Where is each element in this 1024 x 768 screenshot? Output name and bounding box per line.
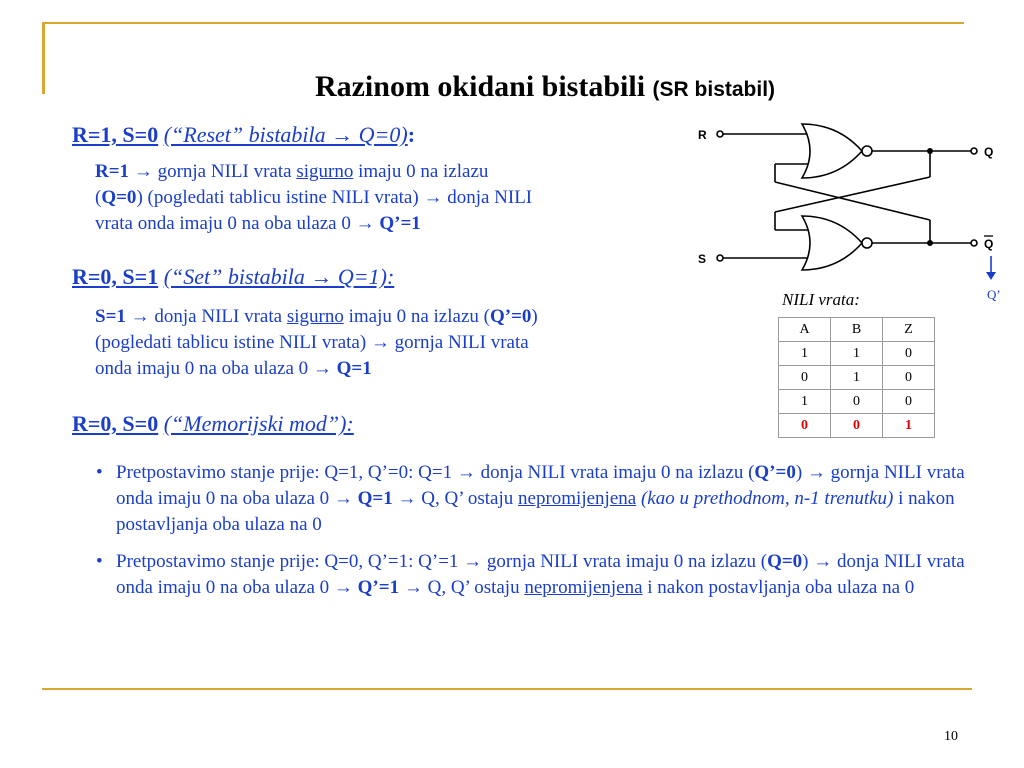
- reset-line1-end: imaju 0 na izlazu: [353, 161, 489, 182]
- lower-nor-gate: [802, 216, 862, 270]
- heading-reset-colon: :: [407, 122, 416, 147]
- set-line1-text: → donja NILI vrata: [125, 306, 287, 327]
- table-row: [779, 366, 935, 390]
- heading-reset-key: R=1, S=0: [72, 122, 159, 147]
- bullet1-underline: nepromijenjena: [518, 488, 637, 509]
- set-line-2: (pogledati tablicu istine NILI vrata) → gornja NILI vrata: [95, 332, 529, 353]
- label-r: R: [698, 128, 707, 142]
- output-qbar-terminal: [971, 240, 977, 246]
- qprime-arrow-head: [986, 272, 996, 280]
- set-qprime0: Q’=0: [489, 306, 532, 327]
- set-q1: Q=1: [336, 358, 372, 379]
- bullet1-italic: (kao u prethodnom, n-1 trenutku): [636, 488, 894, 509]
- bullet2-text-d: i nakon postavljanja oba ulaza na 0: [642, 577, 915, 598]
- bullet-item-1: [96, 460, 966, 538]
- bullet-item-2: [96, 549, 966, 601]
- table-header-cell: B: [831, 318, 883, 342]
- bullet1-text-c: → Q, Q’ ostaju: [392, 488, 519, 509]
- bullet2-text-a: Pretpostavimo stanje prije: Q=0, Q’=1: Q’=1 → gornja NILI vrata imaju 0 na izlazu (: [116, 551, 768, 572]
- bullet1-text-b: ) → gornja NILI vrata onda imaju 0 na oba ulaza 0 →: [116, 462, 965, 509]
- reset-r1: R=1: [95, 161, 130, 182]
- bullet2-bold-a: Q=0: [767, 551, 803, 572]
- slide-title-main: Razinom okidani bistabili: [314, 70, 646, 103]
- set-line-3: [95, 356, 538, 382]
- reset-line-3: [95, 211, 532, 237]
- set-paragraph: [95, 304, 538, 382]
- bullet1-text-d: i nakon postavljanja oba ulaza na 0: [116, 488, 955, 535]
- table-header-cell: A: [779, 318, 831, 342]
- table-row: [779, 342, 935, 366]
- heading-set-key: R=0, S=1: [72, 264, 159, 289]
- set-line3-text: onda imaju 0 na oba ulaza 0 →: [95, 358, 337, 379]
- table-header-row: [779, 318, 935, 342]
- bullet1-bold-a: Q’=0: [754, 462, 796, 483]
- set-line-1: [95, 304, 538, 330]
- slide-title: [0, 70, 1024, 104]
- reset-paragraph: [95, 159, 532, 237]
- page-number: 10: [944, 729, 958, 744]
- reset-line-2: [95, 185, 532, 211]
- input-s-terminal: [717, 255, 723, 261]
- frame-bottom-line: [42, 688, 972, 690]
- frame-top-line: [42, 22, 964, 24]
- table-header-cell: Z: [883, 318, 935, 342]
- heading-memory-desc: (“Memorijski mod”):: [163, 411, 354, 436]
- memory-bullets: [96, 460, 966, 612]
- reset-line2-open: (: [95, 187, 102, 208]
- set-s1: S=1: [95, 306, 126, 327]
- set-line1-mid: imaju 0 na izlazu (: [343, 306, 490, 327]
- table-cell: 1: [779, 342, 831, 366]
- table-cell: 0: [883, 342, 935, 366]
- bullet-dot: •: [96, 551, 103, 572]
- reset-sigurno: sigurno: [296, 161, 354, 182]
- reset-line-1: [95, 159, 532, 185]
- table-cell: 1: [831, 366, 883, 390]
- junction-qbar: [927, 240, 933, 246]
- sr-latch-circuit: [690, 120, 1010, 280]
- bullet-dot: •: [96, 462, 103, 483]
- table-cell: 1: [883, 414, 935, 438]
- heading-set-desc: (“Set” bistabila → Q=1):: [163, 264, 395, 289]
- bullet2-text-c: → Q, Q’ ostaju: [399, 577, 525, 598]
- bullet1-bold-b: Q=1: [357, 488, 393, 509]
- set-line1-close: ): [531, 306, 538, 327]
- table-cell: 0: [779, 366, 831, 390]
- label-qprime: Q’: [987, 287, 1001, 302]
- reset-line2-text: ) (pogledati tablicu istine NILI vrata) → donja NILI: [136, 187, 533, 208]
- table-cell: 0: [883, 366, 935, 390]
- nor-truth-table: [778, 317, 935, 438]
- upper-nor-bubble: [862, 146, 872, 156]
- output-q-terminal: [971, 148, 977, 154]
- input-r-terminal: [717, 131, 723, 137]
- heading-memory-key: R=0, S=0: [72, 411, 159, 436]
- table-cell: 0: [831, 390, 883, 414]
- table-row-highlighted: [779, 414, 935, 438]
- junction-q: [927, 148, 933, 154]
- heading-reset: [72, 122, 415, 148]
- reset-line1-text: → gornja NILI vrata: [129, 161, 297, 182]
- slide-title-sub: (SR bistabil): [652, 78, 776, 101]
- bullet2-bold-b: Q’=1: [357, 577, 400, 598]
- heading-set: [72, 264, 394, 290]
- label-qbar: Q: [984, 237, 994, 251]
- table-row: [779, 390, 935, 414]
- upper-nor-gate: [802, 124, 862, 178]
- lower-nor-bubble: [862, 238, 872, 248]
- label-q: Q: [984, 145, 994, 159]
- bullet1-text-a: Pretpostavimo stanje prije: Q=1, Q’=0: Q=1 → donja NILI vrata imaju 0 na izlazu (: [116, 462, 755, 483]
- table-cell: 0: [883, 390, 935, 414]
- reset-qprime1: Q’=1: [379, 213, 421, 234]
- set-sigurno: sigurno: [286, 306, 344, 327]
- heading-reset-desc: (“Reset” bistabila → Q=0): [163, 122, 408, 147]
- table-cell: 1: [779, 390, 831, 414]
- truth-table-label: NILI vrata:: [782, 290, 860, 309]
- label-s: S: [698, 252, 707, 266]
- reset-q0: Q=0: [101, 187, 137, 208]
- reset-line3-text: vrata onda imaju 0 na oba ulaza 0 →: [95, 213, 380, 234]
- table-cell: 1: [831, 342, 883, 366]
- table-cell: 0: [779, 414, 831, 438]
- bullet2-text-b: ) → donja NILI vrata onda imaju 0 na oba ulaza 0 →: [116, 551, 965, 598]
- table-cell: 0: [831, 414, 883, 438]
- bullet2-underline: nepromijenjena: [524, 577, 643, 598]
- heading-memory: [72, 411, 354, 437]
